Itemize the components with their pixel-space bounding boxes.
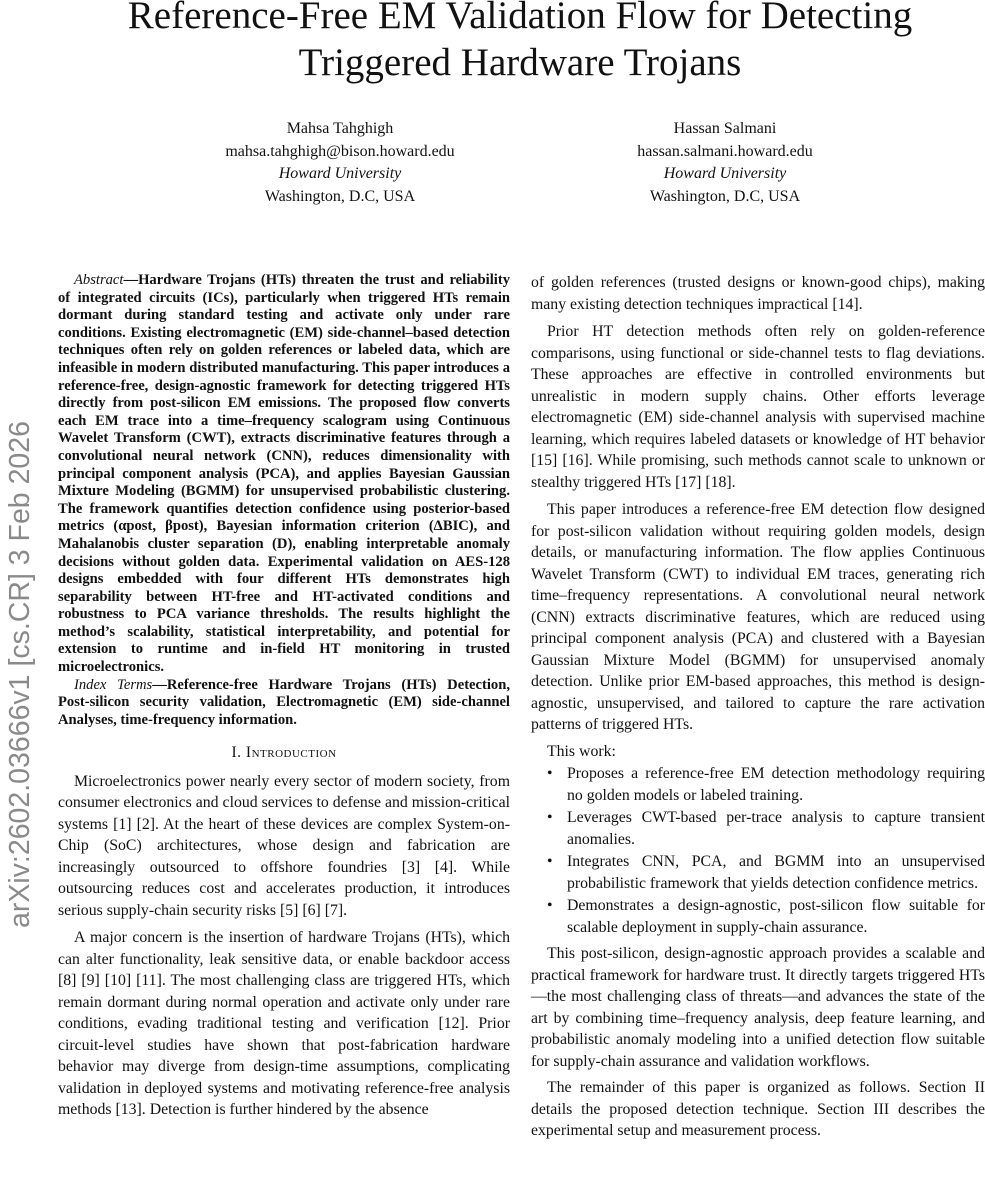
author-name: Hassan Salmani — [673, 120, 777, 137]
list-item: • Integrates CNN, PCA, and BGMM into an unsupervised probabilistic framework that yields detection confidence metrics. — [531, 851, 985, 894]
list-item: • Leverages CWT-based per-trace analysis to capture transient anomalies. — [531, 807, 985, 850]
body-paragraph: This paper introduces a reference-free EM detection flow designed for post-silicon validation without requiring golden models, design details, or manufacturing information. The flow applies Continuous Wavelet Transform (CWT) to individual EM traces, generating rich time–frequency representations. A convolutional neural network (CNN) extracts discriminative features, which are reduced using principal component analysis (PCA) and clustered with a Bayesian Gaussian Mixture Model (BGMM) for unsupervised anomaly detection. Unlike prior EM-based approaches, this method is design-agnostic, unsupervised, and tailored to capture the rare activation patterns of triggered HTs. — [531, 501, 985, 733]
body-paragraph: Microelectronics power nearly every sector of modern society, from consumer electronics and cloud services to defense and mission-critical systems [1] [2]. At the heart of these devices are complex System-on-Chip (SoC) architectures, whose design and fabrication are increasingly outsourced to offshore foundries [3] [4]. While outsourcing reduces cost and accelerates production, it introduces serious supply-chain security risks [5] [6] [7]. — [58, 772, 510, 919]
title-line-1: Reference-Free EM Validation Flow for Detecting — [127, 0, 913, 37]
body-paragraph: A major concern is the insertion of hardware Trojans (HTs), which can alter functionality, leak sensitive data, or enable backdoor access [8] [9] [10] [11]. The most challenging class are triggered HTs, which remain dormant during normal operation and activate only under rare conditions, evading traditional testing and verification [12]. Prior circuit-level studies have shown that post-fabrication hardware behavior may diverge from design-time assumptions, complicating validation in deployed systems and motivating reference-free analysis methods [13]. Detection is further hindered by the absence — [58, 929, 510, 1119]
list-item: • Demonstrates a design-agnostic, post-silicon flow suitable for scalable deployment in supply-chain assurance. — [531, 895, 985, 938]
author-location: Washington, D.C, USA — [264, 187, 416, 205]
body-paragraph: Prior HT detection methods often rely on golden-reference comparisons, using functional or side-channel tests to flag deviations. These approaches are effective in controlled environments but unrealistic in modern supply chains. Other efforts leverage electromagnetic (EM) side-channel analysis with supervised machine learning, which requires labeled datasets or knowledge of HT behavior [15] [16]. While promising, such methods cannot scale to unknown or stealthy triggered HTs [17] [18]. — [531, 323, 985, 491]
author-block-1 — [160, 118, 520, 208]
author-email: mahsa.tahghigh@bison.howard.edu — [225, 142, 455, 160]
author-block-2 — [545, 118, 905, 208]
left-column — [58, 272, 510, 1121]
body-paragraph: This work: — [547, 742, 616, 760]
author-affiliation: Howard University — [278, 165, 402, 182]
list-item: • Proposes a reference-free EM detection methodology requiring no golden models or labeled training. — [531, 763, 985, 806]
abstract-text: —Hardware Trojans (HTs) threaten the trust and reliability of integrated circuits (ICs), particularly when triggered HTs remain dormant during standard testing and activate only under rare conditions. Existing electromagnetic (EM) side-channel–based detection techniques often rely on golden references or labeled data, which are infeasible in modern distributed manufacturing. This paper introduces a reference-free, design-agnostic framework for detecting triggered HTs directly from post-silicon EM emissions. The proposed flow converts each EM trace into a time–frequency scalogram using Continuous Wavelet Transform (CWT), extracts discriminative features through a convolutional neural network (CNN), reduces dimensionality with principal component analysis (PCA), and applies Bayesian Gaussian Mixture Modeling (BGMM) for unsupervised probabilistic clustering. The framework quantifies detection confidence using posterior-based metrics (αpost, βpost), Bayesian information criterion (ΔBIC), and Mahalanobis cluster separation (D), enabling interpretable anomaly decisions without golden data. Experimental validation on AES-128 designs embedded with four different HTs demonstrates high separability between HT-free and HT-activated conditions and robustness to PCA variance thresholds. The results highlight the method’s scalability, statistical interpretability, and potential for extension to runtime and in-field HT monitoring in trusted microelectronics. — [58, 272, 510, 676]
author-affiliation: Howard University — [663, 165, 787, 182]
right-column — [531, 272, 985, 1142]
section-title: Introduction — [245, 744, 337, 762]
author-name: Mahsa Tahghigh — [286, 120, 394, 137]
author-location: Washington, D.C, USA — [649, 187, 801, 205]
section-number: I. — [231, 744, 242, 762]
abstract-label: Abstract — [74, 272, 124, 288]
section-heading-introduction — [58, 742, 510, 764]
body-paragraph: of golden references (trusted designs or known-good chips), making many existing detection techniques impractical [14]. — [531, 274, 985, 313]
author-email: hassan.salmani.howard.edu — [637, 142, 813, 160]
contribution-list — [531, 763, 985, 938]
body-paragraph: The remainder of this paper is organized as follows. Section II details the proposed detection technique. Section III describes the experimental setup and measurement process. — [531, 1079, 985, 1139]
index-terms — [58, 677, 510, 730]
index-terms-label: Index Terms — [74, 676, 153, 693]
body-paragraph: This post-silicon, design-agnostic approach provides a scalable and practical framework for hardware trust. It directly targets triggered HTs—the most challenging class of threats—and advances the state of the art by combining time–frequency analysis, deep feature learning, and probabilistic anomaly modeling into a unified detection flow suitable for supply-chain assurance and validation workflows. — [531, 945, 985, 1070]
index-terms-text: —Reference-free Hardware Trojans (HTs) Detection, Post-silicon security validation, Electromagnetic (EM) side-channel Analyses, time-frequency information. — [58, 676, 510, 728]
title-line-2: Triggered Hardware Trojans — [298, 41, 742, 84]
paper-title — [60, 0, 980, 86]
arxiv-stamp: arXiv:2602.03666v1 [cs.CR] 3 Feb 2026 — [4, 421, 36, 928]
abstract — [58, 272, 510, 677]
